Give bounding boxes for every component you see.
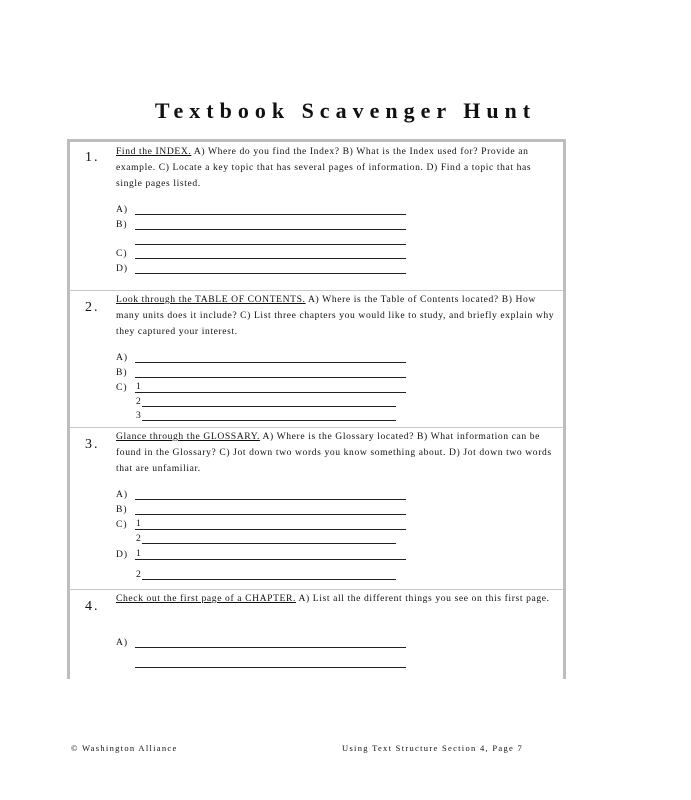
questions-table: [67, 139, 566, 679]
question-lead: Check out the first page of a CHAPTER.: [116, 593, 297, 604]
answer-c-1[interactable]: C): [116, 380, 406, 393]
question-prompt: [116, 144, 556, 192]
answer-b-extra[interactable]: [116, 232, 406, 245]
answer-c-2[interactable]: 2: [134, 394, 396, 407]
question-row-4: [70, 589, 563, 679]
question-prompt: [116, 429, 556, 477]
answer-d-1-number: 1: [136, 548, 141, 559]
answer-a[interactable]: A): [116, 635, 406, 648]
question-text: A) List all the different things you see on this first page.: [296, 593, 550, 604]
footer-page-info: Using Text Structure Section 4, Page 7: [342, 743, 524, 753]
answer-c[interactable]: C): [116, 246, 406, 259]
question-row-1: [70, 142, 563, 291]
question-row-3: [70, 427, 563, 590]
question-text: A) Where do you find the Index? B) What is the Index used for? Provide an example. C) Locate a key topic that has several pages of information. D) Find a topic that has single pages listed.: [116, 146, 532, 189]
question-number: 4.: [85, 599, 100, 614]
answer-b[interactable]: B): [116, 217, 406, 230]
question-number: 2.: [85, 300, 100, 315]
answer-b[interactable]: B): [116, 365, 406, 378]
question-text: A) Where is the Table of Contents located? B) How many units does it include? C) List three chapters you would like to study, and briefly explain why they captured your interest.: [116, 294, 555, 337]
answer-c-3[interactable]: 3: [134, 408, 396, 421]
answer-a-extra[interactable]: [116, 655, 406, 668]
answer-b[interactable]: B): [116, 502, 406, 515]
page-title: Textbook Scavenger Hunt: [154, 98, 537, 123]
answer-c-2[interactable]: 2: [134, 531, 396, 544]
answer-d[interactable]: D): [116, 261, 406, 274]
question-text: A) Where is the Glossary located? B) What information can be found in the Glossary? C) Jot down two words you know something about. D) Jot down two words that are unfamiliar.: [116, 431, 552, 474]
answer-c-1-number: 1: [136, 381, 141, 392]
question-lead: Find the INDEX.: [116, 146, 192, 157]
answer-c-1-number: 1: [136, 518, 141, 529]
answer-a[interactable]: A): [116, 487, 406, 500]
question-prompt: [116, 591, 556, 607]
question-prompt: [116, 292, 556, 340]
question-number: 3.: [85, 437, 100, 452]
answer-d-1[interactable]: D): [116, 547, 406, 560]
question-lead: Look through the TABLE OF CONTENTS.: [116, 294, 306, 305]
question-number: 1.: [85, 150, 100, 165]
answer-a[interactable]: A): [116, 350, 406, 363]
footer-copyright: © Washington Alliance: [71, 743, 178, 753]
answer-a[interactable]: A): [116, 202, 406, 215]
answer-d-2[interactable]: 2: [134, 567, 396, 580]
question-lead: Glance through the GLOSSARY.: [116, 431, 261, 442]
question-row-2: [70, 290, 563, 428]
answer-c-1[interactable]: C): [116, 517, 406, 530]
